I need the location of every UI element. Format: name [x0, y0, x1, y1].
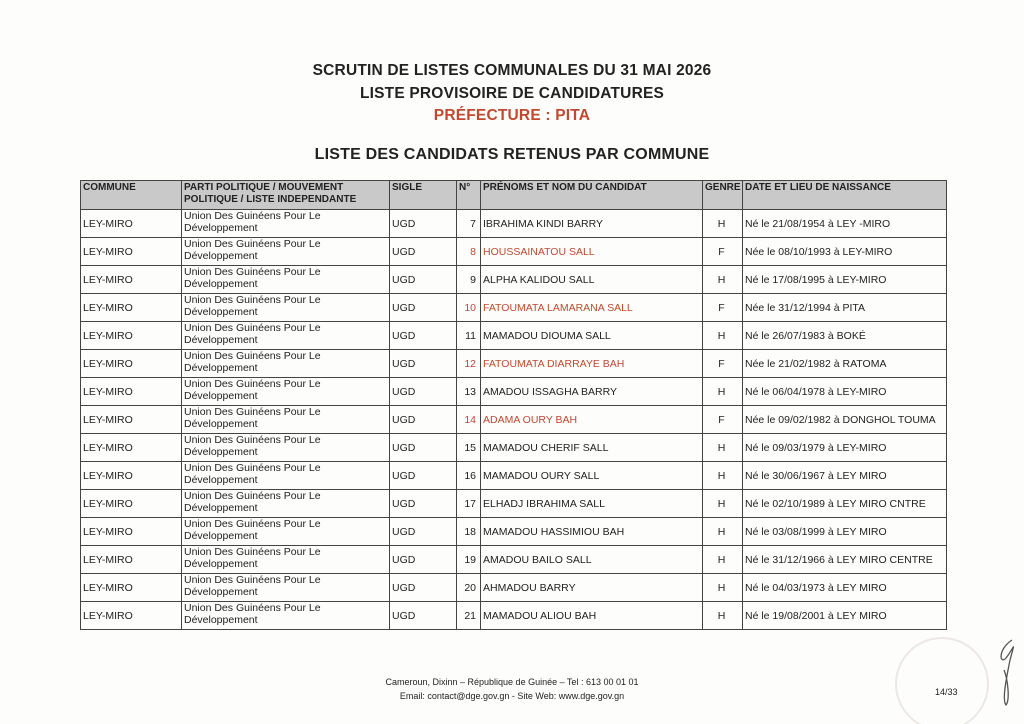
cell-parti: Union Des Guinéens Pour Le Développement — [182, 462, 390, 490]
footer-contact: Email: contact@dge.gov.gn - Site Web: www.dge.gov.gn — [399, 691, 625, 701]
cell-num: 7 — [457, 210, 481, 238]
signature — [992, 630, 1020, 710]
cell-name: MAMADOU ALIOU BAH — [481, 602, 703, 630]
table-row — [81, 322, 947, 350]
cell-num: 8 — [457, 238, 481, 266]
cell-num: 14 — [457, 406, 481, 434]
table-row — [81, 378, 947, 406]
cell-name: HOUSSAINATOU SALL — [481, 238, 703, 266]
cell-name: FATOUMATA DIARRAYE BAH — [481, 350, 703, 378]
table-header-row — [81, 181, 947, 210]
table-row — [81, 210, 947, 238]
cell-name: MAMADOU CHERIF SALL — [481, 434, 703, 462]
cell-commune: LEY-MIRO — [81, 378, 182, 406]
cell-parti: Union Des Guinéens Pour Le Développement — [182, 518, 390, 546]
cell-name: MAMADOU DIOUMA SALL — [481, 322, 703, 350]
cell-name: MAMADOU HASSIMIOU BAH — [481, 518, 703, 546]
cell-parti: Union Des Guinéens Pour Le Développement — [182, 210, 390, 238]
table-row — [81, 266, 947, 294]
cell-parti: Union Des Guinéens Pour Le Développement — [182, 350, 390, 378]
col-commune: COMMUNE — [81, 181, 182, 210]
cell-commune: LEY-MIRO — [81, 546, 182, 574]
cell-sigle: UGD — [390, 574, 457, 602]
election-title: SCRUTIN DE LISTES COMMUNALES DU 31 MAI 2026 — [312, 62, 712, 79]
cell-genre: F — [703, 238, 743, 266]
table-row — [81, 546, 947, 574]
cell-sigle: UGD — [390, 294, 457, 322]
table-row — [81, 602, 947, 630]
cell-sigle: UGD — [390, 406, 457, 434]
cell-genre: H — [703, 462, 743, 490]
cell-naissance: Né le 17/08/1995 à LEY-MIRO — [743, 266, 947, 294]
cell-commune: LEY-MIRO — [81, 574, 182, 602]
col-parti: PARTI POLITIQUE / MOUVEMENT POLITIQUE / LISTE INDEPENDANTE — [182, 181, 390, 210]
cell-genre: F — [703, 294, 743, 322]
candidates-table — [80, 180, 947, 630]
table-row — [81, 462, 947, 490]
cell-genre: H — [703, 490, 743, 518]
cell-genre: H — [703, 602, 743, 630]
cell-sigle: UGD — [390, 518, 457, 546]
cell-commune: LEY-MIRO — [81, 266, 182, 294]
cell-genre: F — [703, 350, 743, 378]
cell-num: 12 — [457, 350, 481, 378]
cell-commune: LEY-MIRO — [81, 294, 182, 322]
col-genre: GENRE — [703, 181, 743, 210]
cell-naissance: Né le 04/03/1973 à LEY MIRO — [743, 574, 947, 602]
cell-genre: H — [703, 266, 743, 294]
cell-genre: H — [703, 546, 743, 574]
cell-parti: Union Des Guinéens Pour Le Développement — [182, 434, 390, 462]
cell-num: 20 — [457, 574, 481, 602]
section-title: LISTE DES CANDIDATS RETENUS PAR COMMUNE — [314, 146, 710, 163]
cell-naissance: Née le 09/02/1982 à DONGHOL TOUMA — [743, 406, 947, 434]
cell-parti: Union Des Guinéens Pour Le Développement — [182, 546, 390, 574]
table-row — [81, 518, 947, 546]
cell-parti: Union Des Guinéens Pour Le Développement — [182, 322, 390, 350]
col-num: N° — [457, 181, 481, 210]
cell-naissance: Né le 30/06/1967 à LEY MIRO — [743, 462, 947, 490]
cell-num: 18 — [457, 518, 481, 546]
cell-naissance: Née le 31/12/1994 à PITA — [743, 294, 947, 322]
cell-naissance: Né le 09/03/1979 à LEY-MIRO — [743, 434, 947, 462]
cell-name: AMADOU ISSAGHA BARRY — [481, 378, 703, 406]
cell-genre: H — [703, 434, 743, 462]
cell-parti: Union Des Guinéens Pour Le Développement — [182, 406, 390, 434]
cell-commune: LEY-MIRO — [81, 238, 182, 266]
col-naissance: DATE ET LIEU DE NAISSANCE — [743, 181, 947, 210]
cell-commune: LEY-MIRO — [81, 462, 182, 490]
cell-naissance: Né le 06/04/1978 à LEY-MIRO — [743, 378, 947, 406]
cell-num: 13 — [457, 378, 481, 406]
cell-sigle: UGD — [390, 434, 457, 462]
table-row — [81, 434, 947, 462]
list-title: LISTE PROVISOIRE DE CANDIDATURES — [359, 85, 665, 102]
cell-num: 10 — [457, 294, 481, 322]
cell-name: AHMADOU BARRY — [481, 574, 703, 602]
cell-commune: LEY-MIRO — [81, 490, 182, 518]
cell-parti: Union Des Guinéens Pour Le Développement — [182, 294, 390, 322]
cell-sigle: UGD — [390, 490, 457, 518]
official-stamp — [895, 637, 989, 724]
cell-commune: LEY-MIRO — [81, 322, 182, 350]
cell-name: FATOUMATA LAMARANA SALL — [481, 294, 703, 322]
cell-sigle: UGD — [390, 378, 457, 406]
cell-num: 21 — [457, 602, 481, 630]
footer-address: Cameroun, Dixinn – République de Guinée – Tel : 613 00 01 01 — [385, 677, 639, 687]
col-name: PRÉNOMS ET NOM DU CANDIDAT — [481, 181, 703, 210]
cell-parti: Union Des Guinéens Pour Le Développement — [182, 378, 390, 406]
cell-num: 16 — [457, 462, 481, 490]
cell-num: 11 — [457, 322, 481, 350]
prefecture-title: PRÉFECTURE : PITA — [433, 107, 591, 124]
col-sigle: SIGLE — [390, 181, 457, 210]
cell-name: IBRAHIMA KINDI BARRY — [481, 210, 703, 238]
cell-parti: Union Des Guinéens Pour Le Développement — [182, 266, 390, 294]
cell-genre: H — [703, 210, 743, 238]
cell-sigle: UGD — [390, 546, 457, 574]
cell-naissance: Né le 26/07/1983 à BOKÉ — [743, 322, 947, 350]
cell-naissance: Née le 21/02/1982 à RATOMA — [743, 350, 947, 378]
cell-num: 9 — [457, 266, 481, 294]
cell-parti: Union Des Guinéens Pour Le Développement — [182, 602, 390, 630]
cell-commune: LEY-MIRO — [81, 350, 182, 378]
table-row — [81, 238, 947, 266]
cell-genre: F — [703, 406, 743, 434]
cell-commune: LEY-MIRO — [81, 406, 182, 434]
cell-naissance: Né le 21/08/1954 à LEY -MIRO — [743, 210, 947, 238]
table-row — [81, 406, 947, 434]
cell-parti: Union Des Guinéens Pour Le Développement — [182, 490, 390, 518]
cell-sigle: UGD — [390, 462, 457, 490]
cell-sigle: UGD — [390, 210, 457, 238]
cell-sigle: UGD — [390, 322, 457, 350]
cell-naissance: Né le 02/10/1989 à LEY MIRO CNTRE — [743, 490, 947, 518]
cell-naissance: Née le 08/10/1993 à LEY-MIRO — [743, 238, 947, 266]
cell-name: AMADOU BAILO SALL — [481, 546, 703, 574]
cell-genre: H — [703, 574, 743, 602]
cell-naissance: Né le 03/08/1999 à LEY MIRO — [743, 518, 947, 546]
page-number: 14/33 — [935, 687, 958, 697]
cell-genre: H — [703, 378, 743, 406]
cell-commune: LEY-MIRO — [81, 518, 182, 546]
cell-commune: LEY-MIRO — [81, 210, 182, 238]
cell-naissance: Né le 19/08/2001 à LEY MIRO — [743, 602, 947, 630]
cell-sigle: UGD — [390, 350, 457, 378]
cell-commune: LEY-MIRO — [81, 602, 182, 630]
cell-sigle: UGD — [390, 238, 457, 266]
cell-naissance: Né le 31/12/1966 à LEY MIRO CENTRE — [743, 546, 947, 574]
table-row — [81, 294, 947, 322]
cell-sigle: UGD — [390, 602, 457, 630]
table-row — [81, 490, 947, 518]
cell-num: 15 — [457, 434, 481, 462]
cell-name: ADAMA OURY BAH — [481, 406, 703, 434]
cell-sigle: UGD — [390, 266, 457, 294]
cell-genre: H — [703, 322, 743, 350]
table-row — [81, 574, 947, 602]
cell-name: ELHADJ IBRAHIMA SALL — [481, 490, 703, 518]
cell-name: ALPHA KALIDOU SALL — [481, 266, 703, 294]
cell-name: MAMADOU OURY SALL — [481, 462, 703, 490]
cell-num: 19 — [457, 546, 481, 574]
cell-genre: H — [703, 518, 743, 546]
cell-parti: Union Des Guinéens Pour Le Développement — [182, 238, 390, 266]
cell-num: 17 — [457, 490, 481, 518]
table-row — [81, 350, 947, 378]
cell-commune: LEY-MIRO — [81, 434, 182, 462]
cell-parti: Union Des Guinéens Pour Le Développement — [182, 574, 390, 602]
